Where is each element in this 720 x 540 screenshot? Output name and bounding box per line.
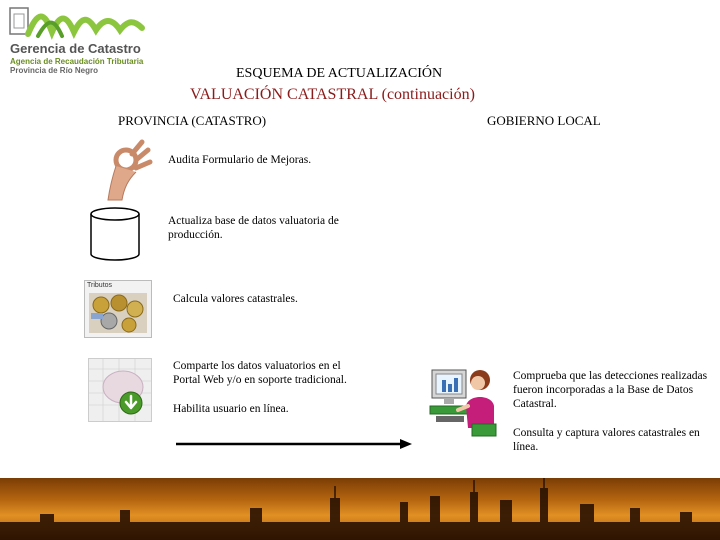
page-title: ESQUEMA DE ACTUALIZACIÓN — [236, 66, 443, 81]
step-enable-user: Habilita usuario en línea. — [173, 403, 289, 415]
column-header-local: GOBIERNO LOCAL — [487, 113, 601, 128]
step-audit: Audita Formulario de Mejoras. — [168, 154, 312, 166]
coins-icon — [89, 293, 147, 333]
step-share: Comparte los datos valuatorios en el Portal Web y/o en soporte tradicional. — [173, 360, 347, 386]
step-calc: Calcula valores catastrales. — [173, 293, 298, 305]
local-step-verify: Comprueba que las detecciones realizadas fueron incorporadas a la Base de Datos Catastral. — [513, 370, 708, 410]
tributos-image — [84, 280, 152, 338]
logo — [8, 6, 158, 76]
ok-hand-icon — [98, 138, 154, 202]
column-header-province: PROVINCIA (CATASTRO) — [118, 113, 267, 128]
logo-subtitle: Agencia de Recaudación Tributaria — [10, 57, 144, 66]
flow-arrow — [176, 436, 416, 452]
logo-province: Provincia de Río Negro — [10, 66, 99, 75]
tributos-label: Tributos — [87, 282, 113, 289]
city-skyline-icon — [0, 478, 720, 540]
database-icon — [88, 206, 142, 262]
step-update-db: Actualiza base de datos valuatoria de producción. — [168, 215, 339, 241]
download-icon — [119, 391, 143, 415]
local-step-consult: Consulta y captura valores catastrales en línea. — [513, 427, 700, 453]
map-download-image — [88, 358, 152, 422]
logo-title: Gerencia de Catastro — [10, 41, 141, 56]
page-subtitle: VALUACIÓN CATASTRAL (continuación) — [190, 86, 475, 103]
person-computer-icon — [428, 366, 500, 440]
